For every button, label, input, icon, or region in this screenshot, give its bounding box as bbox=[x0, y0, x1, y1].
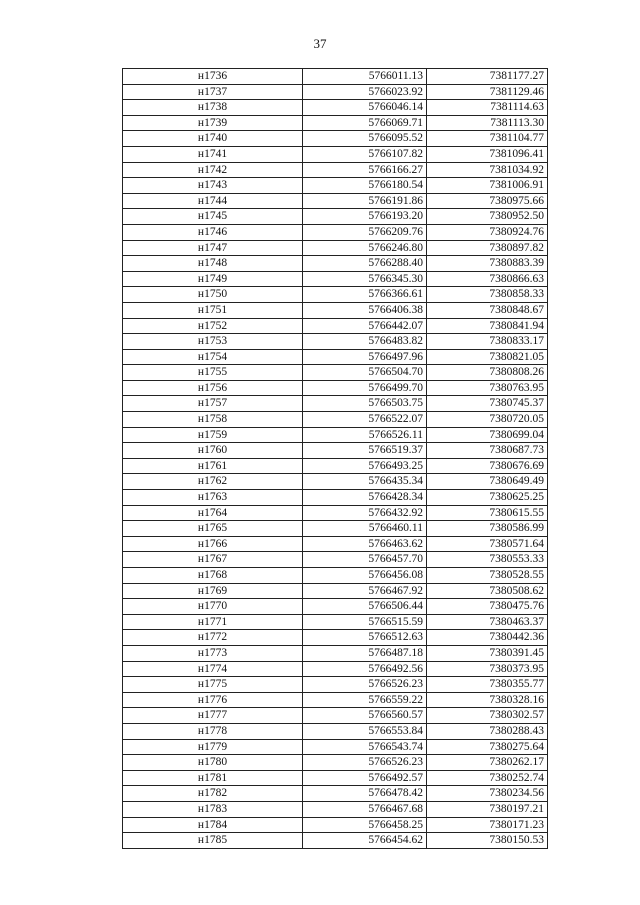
y-coordinate-cell: 7380528.55 bbox=[427, 568, 548, 584]
x-coordinate-cell: 5766467.92 bbox=[303, 583, 427, 599]
table-row bbox=[123, 271, 548, 287]
table-row bbox=[123, 786, 548, 802]
table-row bbox=[123, 770, 548, 786]
y-coordinate-cell: 7380355.77 bbox=[427, 677, 548, 693]
point-id-cell: н1756 bbox=[123, 380, 303, 396]
table-row bbox=[123, 801, 548, 817]
x-coordinate-cell: 5766442.07 bbox=[303, 318, 427, 334]
point-id-cell: н1753 bbox=[123, 334, 303, 350]
x-coordinate-cell: 5766467.68 bbox=[303, 801, 427, 817]
table-row bbox=[123, 708, 548, 724]
point-id-cell: н1781 bbox=[123, 770, 303, 786]
y-coordinate-cell: 7380463.37 bbox=[427, 614, 548, 630]
table-row bbox=[123, 193, 548, 209]
point-id-cell: н1769 bbox=[123, 583, 303, 599]
table-row bbox=[123, 833, 548, 849]
x-coordinate-cell: 5766454.62 bbox=[303, 833, 427, 849]
y-coordinate-cell: 7380866.63 bbox=[427, 271, 548, 287]
y-coordinate-cell: 7380171.23 bbox=[427, 817, 548, 833]
y-coordinate-cell: 7380302.57 bbox=[427, 708, 548, 724]
point-id-cell: н1785 bbox=[123, 833, 303, 849]
table-row bbox=[123, 817, 548, 833]
table-row bbox=[123, 723, 548, 739]
point-id-cell: н1740 bbox=[123, 131, 303, 147]
table-row bbox=[123, 521, 548, 537]
x-coordinate-cell: 5766526.23 bbox=[303, 677, 427, 693]
x-coordinate-cell: 5766166.27 bbox=[303, 162, 427, 178]
point-id-cell: н1750 bbox=[123, 287, 303, 303]
table-row bbox=[123, 474, 548, 490]
y-coordinate-cell: 7380848.67 bbox=[427, 302, 548, 318]
x-coordinate-cell: 5766512.63 bbox=[303, 630, 427, 646]
table-row bbox=[123, 599, 548, 615]
x-coordinate-cell: 5766526.11 bbox=[303, 427, 427, 443]
y-coordinate-cell: 7381114.63 bbox=[427, 100, 548, 116]
y-coordinate-cell: 7381034.92 bbox=[427, 162, 548, 178]
table-row bbox=[123, 630, 548, 646]
x-coordinate-cell: 5766345.30 bbox=[303, 271, 427, 287]
point-id-cell: н1761 bbox=[123, 458, 303, 474]
table-row bbox=[123, 505, 548, 521]
point-id-cell: н1755 bbox=[123, 365, 303, 381]
point-id-cell: н1780 bbox=[123, 755, 303, 771]
x-coordinate-cell: 5766428.34 bbox=[303, 490, 427, 506]
x-coordinate-cell: 5766107.82 bbox=[303, 146, 427, 162]
point-id-cell: н1754 bbox=[123, 349, 303, 365]
y-coordinate-cell: 7380328.16 bbox=[427, 692, 548, 708]
table-row bbox=[123, 69, 548, 85]
point-id-cell: н1770 bbox=[123, 599, 303, 615]
y-coordinate-cell: 7380391.45 bbox=[427, 645, 548, 661]
x-coordinate-cell: 5766460.11 bbox=[303, 521, 427, 537]
table-row bbox=[123, 349, 548, 365]
x-coordinate-cell: 5766492.56 bbox=[303, 661, 427, 677]
table-row bbox=[123, 536, 548, 552]
point-id-cell: н1745 bbox=[123, 209, 303, 225]
y-coordinate-cell: 7380571.64 bbox=[427, 536, 548, 552]
y-coordinate-cell: 7380841.94 bbox=[427, 318, 548, 334]
table-row bbox=[123, 224, 548, 240]
x-coordinate-cell: 5766560.57 bbox=[303, 708, 427, 724]
point-id-cell: н1751 bbox=[123, 302, 303, 318]
y-coordinate-cell: 7381096.41 bbox=[427, 146, 548, 162]
y-coordinate-cell: 7380625.25 bbox=[427, 490, 548, 506]
table-row bbox=[123, 645, 548, 661]
x-coordinate-cell: 5766435.34 bbox=[303, 474, 427, 490]
x-coordinate-cell: 5766432.92 bbox=[303, 505, 427, 521]
table-row bbox=[123, 100, 548, 116]
x-coordinate-cell: 5766457.70 bbox=[303, 552, 427, 568]
y-coordinate-cell: 7380676.69 bbox=[427, 458, 548, 474]
coordinates-table bbox=[122, 68, 548, 849]
x-coordinate-cell: 5766503.75 bbox=[303, 396, 427, 412]
table-row bbox=[123, 552, 548, 568]
y-coordinate-cell: 7381104.77 bbox=[427, 131, 548, 147]
point-id-cell: н1782 bbox=[123, 786, 303, 802]
point-id-cell: н1784 bbox=[123, 817, 303, 833]
x-coordinate-cell: 5766515.59 bbox=[303, 614, 427, 630]
x-coordinate-cell: 5766506.44 bbox=[303, 599, 427, 615]
x-coordinate-cell: 5766497.96 bbox=[303, 349, 427, 365]
x-coordinate-cell: 5766487.18 bbox=[303, 645, 427, 661]
table-row bbox=[123, 380, 548, 396]
table-row bbox=[123, 146, 548, 162]
y-coordinate-cell: 7380252.74 bbox=[427, 770, 548, 786]
table-row bbox=[123, 131, 548, 147]
x-coordinate-cell: 5766522.07 bbox=[303, 412, 427, 428]
y-coordinate-cell: 7381177.27 bbox=[427, 69, 548, 85]
y-coordinate-cell: 7380275.64 bbox=[427, 739, 548, 755]
point-id-cell: н1736 bbox=[123, 69, 303, 85]
point-id-cell: н1763 bbox=[123, 490, 303, 506]
point-id-cell: н1743 bbox=[123, 178, 303, 194]
y-coordinate-cell: 7380553.33 bbox=[427, 552, 548, 568]
x-coordinate-cell: 5766504.70 bbox=[303, 365, 427, 381]
table-row bbox=[123, 318, 548, 334]
x-coordinate-cell: 5766011.13 bbox=[303, 69, 427, 85]
table-row bbox=[123, 162, 548, 178]
point-id-cell: н1747 bbox=[123, 240, 303, 256]
point-id-cell: н1762 bbox=[123, 474, 303, 490]
table-row bbox=[123, 287, 548, 303]
y-coordinate-cell: 7381113.30 bbox=[427, 115, 548, 131]
point-id-cell: н1752 bbox=[123, 318, 303, 334]
page-number: 37 bbox=[313, 36, 327, 51]
coordinates-table-body bbox=[123, 69, 548, 849]
table-row bbox=[123, 458, 548, 474]
point-id-cell: н1741 bbox=[123, 146, 303, 162]
x-coordinate-cell: 5766209.76 bbox=[303, 224, 427, 240]
y-coordinate-cell: 7380745.37 bbox=[427, 396, 548, 412]
point-id-cell: н1767 bbox=[123, 552, 303, 568]
table-row bbox=[123, 334, 548, 350]
table-row bbox=[123, 661, 548, 677]
table-row bbox=[123, 396, 548, 412]
x-coordinate-cell: 5766069.71 bbox=[303, 115, 427, 131]
x-coordinate-cell: 5766478.42 bbox=[303, 786, 427, 802]
y-coordinate-cell: 7380262.17 bbox=[427, 755, 548, 771]
point-id-cell: н1744 bbox=[123, 193, 303, 209]
point-id-cell: н1760 bbox=[123, 443, 303, 459]
table-row bbox=[123, 240, 548, 256]
y-coordinate-cell: 7380952.50 bbox=[427, 209, 548, 225]
point-id-cell: н1772 bbox=[123, 630, 303, 646]
x-coordinate-cell: 5766559.22 bbox=[303, 692, 427, 708]
x-coordinate-cell: 5766456.08 bbox=[303, 568, 427, 584]
x-coordinate-cell: 5766193.20 bbox=[303, 209, 427, 225]
y-coordinate-cell: 7381006.91 bbox=[427, 178, 548, 194]
point-id-cell: н1766 bbox=[123, 536, 303, 552]
y-coordinate-cell: 7380883.39 bbox=[427, 256, 548, 272]
y-coordinate-cell: 7380373.95 bbox=[427, 661, 548, 677]
y-coordinate-cell: 7380833.17 bbox=[427, 334, 548, 350]
y-coordinate-cell: 7380234.56 bbox=[427, 786, 548, 802]
table-row bbox=[123, 739, 548, 755]
point-id-cell: н1737 bbox=[123, 84, 303, 100]
point-id-cell: н1738 bbox=[123, 100, 303, 116]
table-row bbox=[123, 568, 548, 584]
x-coordinate-cell: 5766499.70 bbox=[303, 380, 427, 396]
x-coordinate-cell: 5766288.40 bbox=[303, 256, 427, 272]
x-coordinate-cell: 5766246.80 bbox=[303, 240, 427, 256]
table-row bbox=[123, 677, 548, 693]
table-row bbox=[123, 412, 548, 428]
x-coordinate-cell: 5766463.62 bbox=[303, 536, 427, 552]
table-row bbox=[123, 755, 548, 771]
y-coordinate-cell: 7380897.82 bbox=[427, 240, 548, 256]
table-row bbox=[123, 115, 548, 131]
point-id-cell: н1768 bbox=[123, 568, 303, 584]
y-coordinate-cell: 7380288.43 bbox=[427, 723, 548, 739]
table-row bbox=[123, 692, 548, 708]
x-coordinate-cell: 5766483.82 bbox=[303, 334, 427, 350]
point-id-cell: н1779 bbox=[123, 739, 303, 755]
table-row bbox=[123, 256, 548, 272]
y-coordinate-cell: 7380649.49 bbox=[427, 474, 548, 490]
point-id-cell: н1775 bbox=[123, 677, 303, 693]
y-coordinate-cell: 7380975.66 bbox=[427, 193, 548, 209]
point-id-cell: н1757 bbox=[123, 396, 303, 412]
y-coordinate-cell: 7380586.99 bbox=[427, 521, 548, 537]
y-coordinate-cell: 7380699.04 bbox=[427, 427, 548, 443]
table-row bbox=[123, 302, 548, 318]
point-id-cell: н1758 bbox=[123, 412, 303, 428]
point-id-cell: н1764 bbox=[123, 505, 303, 521]
point-id-cell: н1759 bbox=[123, 427, 303, 443]
y-coordinate-cell: 7380508.62 bbox=[427, 583, 548, 599]
x-coordinate-cell: 5766095.52 bbox=[303, 131, 427, 147]
y-coordinate-cell: 7380197.21 bbox=[427, 801, 548, 817]
point-id-cell: н1748 bbox=[123, 256, 303, 272]
y-coordinate-cell: 7380858.33 bbox=[427, 287, 548, 303]
table-row bbox=[123, 365, 548, 381]
y-coordinate-cell: 7380720.05 bbox=[427, 412, 548, 428]
point-id-cell: н1749 bbox=[123, 271, 303, 287]
x-coordinate-cell: 5766543.74 bbox=[303, 739, 427, 755]
y-coordinate-cell: 7380763.95 bbox=[427, 380, 548, 396]
table-row bbox=[123, 178, 548, 194]
y-coordinate-cell: 7381129.46 bbox=[427, 84, 548, 100]
y-coordinate-cell: 7380687.73 bbox=[427, 443, 548, 459]
x-coordinate-cell: 5766526.23 bbox=[303, 755, 427, 771]
x-coordinate-cell: 5766493.25 bbox=[303, 458, 427, 474]
x-coordinate-cell: 5766406.38 bbox=[303, 302, 427, 318]
point-id-cell: н1778 bbox=[123, 723, 303, 739]
x-coordinate-cell: 5766492.57 bbox=[303, 770, 427, 786]
x-coordinate-cell: 5766046.14 bbox=[303, 100, 427, 116]
table-row bbox=[123, 209, 548, 225]
x-coordinate-cell: 5766366.61 bbox=[303, 287, 427, 303]
y-coordinate-cell: 7380615.55 bbox=[427, 505, 548, 521]
point-id-cell: н1765 bbox=[123, 521, 303, 537]
table-row bbox=[123, 427, 548, 443]
point-id-cell: н1746 bbox=[123, 224, 303, 240]
x-coordinate-cell: 5766191.86 bbox=[303, 193, 427, 209]
point-id-cell: н1776 bbox=[123, 692, 303, 708]
table-row bbox=[123, 583, 548, 599]
x-coordinate-cell: 5766458.25 bbox=[303, 817, 427, 833]
point-id-cell: н1774 bbox=[123, 661, 303, 677]
x-coordinate-cell: 5766553.84 bbox=[303, 723, 427, 739]
y-coordinate-cell: 7380475.76 bbox=[427, 599, 548, 615]
table-row bbox=[123, 490, 548, 506]
x-coordinate-cell: 5766180.54 bbox=[303, 178, 427, 194]
point-id-cell: н1739 bbox=[123, 115, 303, 131]
point-id-cell: н1742 bbox=[123, 162, 303, 178]
point-id-cell: н1771 bbox=[123, 614, 303, 630]
table-row bbox=[123, 614, 548, 630]
point-id-cell: н1773 bbox=[123, 645, 303, 661]
x-coordinate-cell: 5766023.92 bbox=[303, 84, 427, 100]
y-coordinate-cell: 7380821.05 bbox=[427, 349, 548, 365]
x-coordinate-cell: 5766519.37 bbox=[303, 443, 427, 459]
y-coordinate-cell: 7380924.76 bbox=[427, 224, 548, 240]
point-id-cell: н1777 bbox=[123, 708, 303, 724]
point-id-cell: н1783 bbox=[123, 801, 303, 817]
y-coordinate-cell: 7380808.26 bbox=[427, 365, 548, 381]
y-coordinate-cell: 7380150.53 bbox=[427, 833, 548, 849]
table-row bbox=[123, 84, 548, 100]
table-row bbox=[123, 443, 548, 459]
y-coordinate-cell: 7380442.36 bbox=[427, 630, 548, 646]
